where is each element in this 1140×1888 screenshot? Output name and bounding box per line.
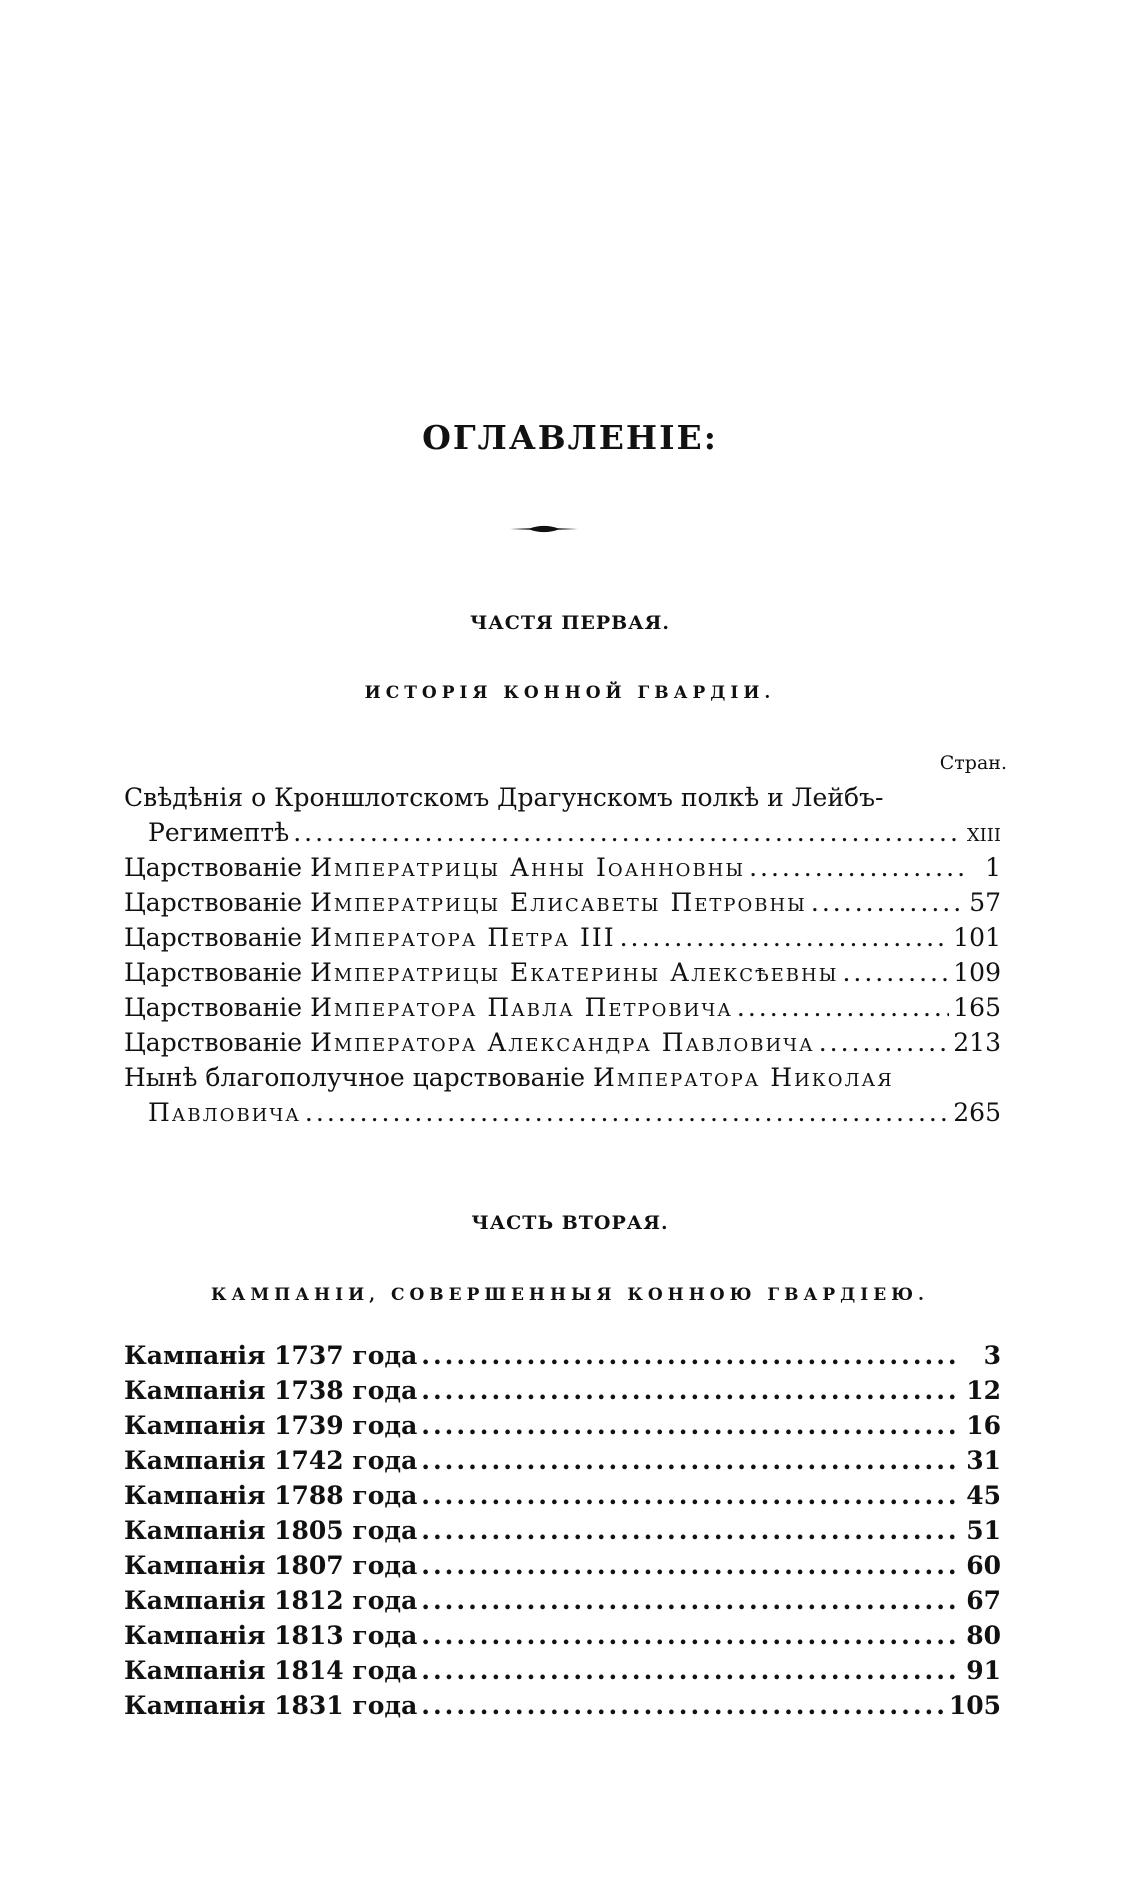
toc-entry-text: Царствованіе Императора Павла Петровича xyxy=(124,993,733,1022)
toc-entry xyxy=(124,1060,1001,1095)
toc-entry xyxy=(124,1513,1001,1548)
part-one-subheading: ИСТОРІЯ КОННОЙ ГВАРДІИ. xyxy=(364,683,776,703)
toc-entry xyxy=(124,1338,1001,1373)
toc-page-number: 101 xyxy=(953,923,1001,952)
dot-leader xyxy=(421,1478,957,1513)
toc-entry-text: Царствованіе Императора Петра III xyxy=(124,923,616,952)
toc-entry-text: Свѣдѣнія о Кроншлотскомъ Драгунскомъ полкѣ и Лейбъ- xyxy=(124,783,884,812)
dot-leader xyxy=(421,1408,957,1443)
toc-entry xyxy=(124,1548,1001,1583)
toc-page-number: 51 xyxy=(966,1516,1001,1545)
ornament-rule xyxy=(510,522,578,536)
toc-entry-text: Царствованіе Императрицы Анны Іоанновны xyxy=(124,853,746,882)
toc-page-number: 109 xyxy=(953,958,1001,987)
dot-leader xyxy=(421,1513,957,1548)
toc-entry-text: Нынѣ благополучное царствованіе Императора Николая xyxy=(124,1063,894,1092)
toc-entry xyxy=(124,1373,1001,1408)
toc-page-number: 213 xyxy=(953,1028,1001,1057)
toc-entry-text: Кампанія 1737 года xyxy=(124,1341,418,1370)
toc-part-one xyxy=(124,780,1001,1130)
toc-entry-text: Кампанія 1814 года xyxy=(124,1656,418,1685)
dot-leader xyxy=(421,1653,957,1688)
toc-entry xyxy=(124,1583,1001,1618)
part-two-heading: ЧАСТЬ ВТОРАЯ. xyxy=(471,1212,669,1234)
dot-leader xyxy=(811,885,965,920)
toc-entry-text: Кампанія 1805 года xyxy=(124,1516,418,1545)
part-two-subheading: КАМПАНІИ, СОВЕРШЕННЫЯ КОННОЮ ГВАРДІЕЮ. xyxy=(211,1285,929,1305)
toc-entry-text: Регимептѣ xyxy=(148,818,290,847)
toc-page-number: 16 xyxy=(966,1411,1001,1440)
dot-leader xyxy=(421,1618,957,1653)
dot-leader xyxy=(293,815,963,850)
toc-page-number: 3 xyxy=(983,1341,1001,1370)
toc-entry xyxy=(124,1618,1001,1653)
toc-page-number: 60 xyxy=(966,1551,1001,1580)
toc-entry xyxy=(124,1688,1001,1723)
toc-page-number: 1 xyxy=(985,853,1001,882)
toc-entry-text: Кампанія 1813 года xyxy=(124,1621,418,1650)
toc-page-number: 265 xyxy=(953,1098,1001,1127)
toc-entry xyxy=(124,955,1001,990)
dot-leader xyxy=(421,1583,957,1618)
toc-page-number: 12 xyxy=(966,1376,1001,1405)
toc-entry xyxy=(124,780,1001,815)
toc-entry xyxy=(124,885,1001,920)
toc-entry-text: Кампанія 1739 года xyxy=(124,1411,418,1440)
dot-leader xyxy=(421,1548,957,1583)
toc-entry xyxy=(124,920,1001,955)
toc-entry xyxy=(124,850,1001,885)
toc-entry-text: Кампанія 1812 года xyxy=(124,1586,418,1615)
dot-leader xyxy=(819,1025,950,1060)
dot-leader xyxy=(737,990,949,1025)
toc-page-number: 105 xyxy=(948,1691,1001,1720)
dot-leader xyxy=(421,1373,957,1408)
toc-entry-text: Царствованіе Императрицы Екатерины Алексѣевны xyxy=(124,958,839,987)
toc-page-number: 67 xyxy=(966,1586,1001,1615)
toc-entry xyxy=(124,1025,1001,1060)
toc-entry-text: Кампанія 1788 года xyxy=(124,1481,418,1510)
toc-entry xyxy=(124,1653,1001,1688)
toc-entry-text: Кампанія 1807 года xyxy=(124,1551,418,1580)
page-title: ОГЛАВЛЕНІЕ: xyxy=(422,418,718,457)
dot-leader xyxy=(620,920,950,955)
toc-page-number: 165 xyxy=(953,993,1001,1022)
toc-page-number: 45 xyxy=(966,1481,1001,1510)
toc-entry-text: Кампанія 1742 года xyxy=(124,1446,418,1475)
part-one-heading: ЧАСТЯ ПЕРВАЯ. xyxy=(469,612,671,634)
dot-leader xyxy=(421,1688,945,1723)
toc-entry-text: Павловича xyxy=(148,1098,301,1127)
toc-entry-text: Кампанія 1738 года xyxy=(124,1376,418,1405)
toc-page-number: 57 xyxy=(969,888,1001,917)
toc-entry xyxy=(124,1408,1001,1443)
dot-leader xyxy=(842,955,949,990)
toc-page-number: 91 xyxy=(966,1656,1001,1685)
toc-page-number: 31 xyxy=(966,1446,1001,1475)
toc-entry-text: Кампанія 1831 года xyxy=(124,1691,418,1720)
toc-entry xyxy=(124,1478,1001,1513)
toc-entry-text: Царствованіе Императрицы Елисаветы Петровны xyxy=(124,888,807,917)
toc-page-number: 80 xyxy=(966,1621,1001,1650)
toc-entry xyxy=(124,990,1001,1025)
toc-page-number: xiii xyxy=(966,818,1001,847)
toc-entry-continuation xyxy=(124,1095,1001,1130)
toc-part-two xyxy=(124,1338,1001,1723)
dot-leader xyxy=(421,1338,957,1373)
toc-entry xyxy=(124,1443,1001,1478)
dot-leader xyxy=(749,850,969,885)
page-column-label: Стран. xyxy=(939,752,1007,774)
dot-leader xyxy=(421,1443,957,1478)
dot-leader xyxy=(305,1095,949,1130)
toc-entry-continuation xyxy=(124,815,1001,850)
toc-entry-text: Царствованіе Императора Александра Павловича xyxy=(124,1028,815,1057)
